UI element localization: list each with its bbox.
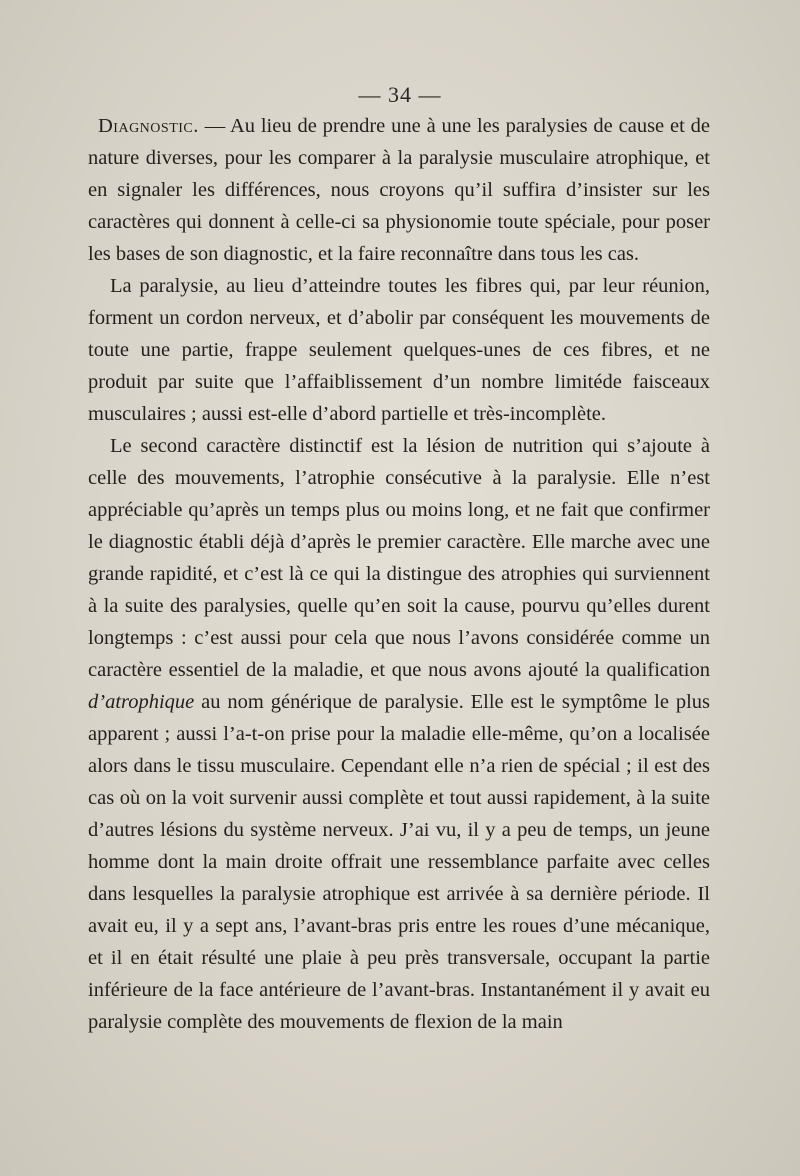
paragraph-2-text: La paralysie, au lieu d’atteindre toutes les fibres qui, par leur réunion, forment un cordon nerveux, et d’abolir par conséquent les mouvements de toute une partie, frappe seulement quelques-unes de ces fibres, et ne produit par suite que l’affaiblissement d’un nombre limitéde faisceaux musculaires ; aussi est-elle d’abord partielle et très-incomplète.: [88, 275, 710, 425]
page-number: — 34 —: [358, 82, 442, 107]
paragraph-3-text-before: Le second caractère distinctif est la lésion de nutrition qui s’ajoute à celle des mouvements, l’atrophie consécutive à la paralysie. Elle n’est appréciable qu’après un temps plus ou moins long, et ne fait que confirmer le diagnostic établi déjà d’après le premier caractère. Elle marche avec une grande rapidité, et c’est là ce qui la distingue des atrophies qui surviennent à la suite des paralysies, quelle qu’en soit la cause, pourvu qu’elles durent longtemps : c’est aussi pour cela que nous l’avons considérée comme un caractère essentiel de la maladie, et que nous avons ajouté la qualification: [88, 435, 710, 681]
paragraph-1-text: — Au lieu de prendre une à une les paralysies de cause et de nature diverses, pour les comparer à la paralysie musculaire atrophique, et en signaler les différences, nous croyons qu’il suffira d’insister sur les caractères qui donnent à celle-ci sa physionomie toute spéciale, pour poser les bases de son diagnostic, et la faire reconnaître dans tous les cas.: [88, 115, 710, 265]
paragraph-3-text-after: au nom générique de paralysie. Elle est le symptôme le plus apparent ; aussi l’a-t-on prise pour la maladie elle-même, qu’on a localisée alors dans le tissu musculaire. Cependant elle n’a rien de spécial ; il est des cas où on la voit survenir aussi complète et tout aussi rapidement, à la suite d’autres lésions du système nerveux. J’ai vu, il y a peu de temps, un jeune homme dont la main droite offrait une ressemblance parfaite avec celles dans lesquelles la paralysie atrophique est arrivée à sa dernière période. Il avait eu, il y a sept ans, l’avant-bras pris entre les roues d’une mécanique, et il en était résulté une plaie à peu près transversale, occupant la partie inférieure de la face antérieure de l’avant-bras. Instantanément il y avait eu paralysie complète des mouvements de flexion de la main: [88, 691, 710, 1033]
paragraph-diagnostic: [88, 110, 710, 270]
italic-term-atrophique: d’atrophique: [88, 691, 195, 713]
section-heading-diagnostic: Diagnostic.: [98, 115, 199, 137]
paragraph-partial-paralysis: [88, 270, 710, 430]
page-text-body: [88, 110, 710, 1038]
paragraph-atrophy: [88, 430, 710, 1038]
